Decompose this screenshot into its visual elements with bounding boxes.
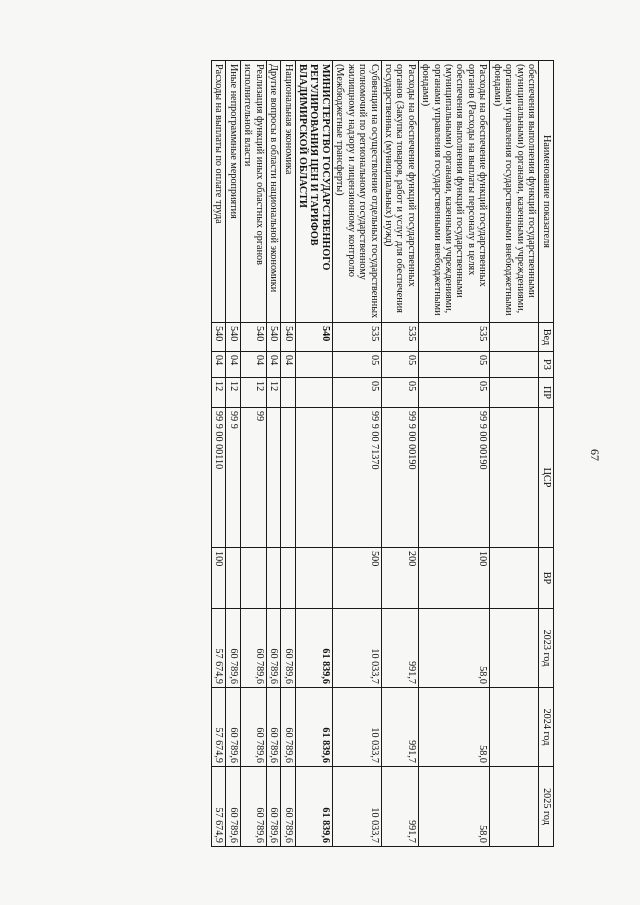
table-row bbox=[281, 61, 295, 847]
cell-rz: 04 bbox=[226, 352, 240, 378]
cell-vr bbox=[490, 548, 539, 609]
cell-ved: 535 bbox=[418, 323, 490, 352]
cell-rz: 04 bbox=[240, 352, 266, 378]
cell-rz: 04 bbox=[281, 352, 295, 378]
cell-name: Иные непрограммные мероприятия bbox=[226, 61, 240, 323]
cell-ved: 535 bbox=[381, 323, 418, 352]
header-vr: ВР bbox=[539, 548, 554, 609]
table-row bbox=[295, 61, 332, 847]
table-row bbox=[332, 61, 381, 847]
cell-rz bbox=[295, 352, 332, 378]
header-name: Наименование показателя bbox=[539, 61, 554, 323]
cell-y2025: 60 789,6 bbox=[226, 767, 240, 847]
cell-name: Национальная экономика bbox=[281, 61, 295, 323]
cell-name: Другие вопросы в области национальной экономики bbox=[266, 61, 280, 323]
cell-rz: 04 bbox=[266, 352, 280, 378]
cell-y2023: 60 789,6 bbox=[281, 609, 295, 688]
cell-y2024: 60 789,6 bbox=[266, 688, 280, 767]
cell-csr bbox=[295, 408, 332, 548]
cell-pr: 05 bbox=[332, 378, 381, 408]
table-row bbox=[212, 61, 226, 847]
cell-ved bbox=[490, 323, 539, 352]
cell-y2023: 10 033,7 bbox=[332, 609, 381, 688]
cell-ved: 540 bbox=[266, 323, 280, 352]
cell-csr: 99 9 00 00190 bbox=[381, 408, 418, 548]
header-rz: РЗ bbox=[539, 352, 554, 378]
cell-name: МИНИСТЕРСТВО ГОСУДАРСТВЕННОГО РЕГУЛИРОВАНИЯ ЦЕН И ТАРИФОВ ВЛАДИМИРСКОЙ ОБЛАСТИ bbox=[295, 61, 332, 323]
cell-csr: 99 9 00 00190 bbox=[418, 408, 490, 548]
cell-pr bbox=[295, 378, 332, 408]
cell-ved: 535 bbox=[332, 323, 381, 352]
cell-y2025: 58,0 bbox=[418, 767, 490, 847]
cell-y2024: 60 789,6 bbox=[240, 688, 266, 767]
table-row bbox=[418, 61, 490, 847]
cell-rz: 04 bbox=[212, 352, 226, 378]
cell-vr: 500 bbox=[332, 548, 381, 609]
cell-vr bbox=[240, 548, 266, 609]
cell-y2023: 61 839,6 bbox=[295, 609, 332, 688]
header-ved: Вед bbox=[539, 323, 554, 352]
cell-vr: 200 bbox=[381, 548, 418, 609]
cell-pr: 05 bbox=[418, 378, 490, 408]
table-header-row bbox=[539, 61, 554, 847]
cell-csr bbox=[281, 408, 295, 548]
cell-y2025: 991,7 bbox=[381, 767, 418, 847]
cell-ved: 540 bbox=[226, 323, 240, 352]
header-csr: ЦСР bbox=[539, 408, 554, 548]
cell-csr: 99 9 00 00110 bbox=[212, 408, 226, 548]
cell-pr: 12 bbox=[212, 378, 226, 408]
cell-rz bbox=[490, 352, 539, 378]
table-row bbox=[490, 61, 539, 847]
table-row bbox=[381, 61, 418, 847]
cell-y2025: 60 789,6 bbox=[240, 767, 266, 847]
cell-vr bbox=[295, 548, 332, 609]
cell-y2025: 60 789,6 bbox=[281, 767, 295, 847]
cell-pr: 05 bbox=[381, 378, 418, 408]
cell-rz: 05 bbox=[381, 352, 418, 378]
cell-y2025: 61 839,6 bbox=[295, 767, 332, 847]
cell-csr: 99 9 00 71370 bbox=[332, 408, 381, 548]
table-row bbox=[240, 61, 266, 847]
table-row bbox=[266, 61, 280, 847]
cell-y2025: 60 789,6 bbox=[266, 767, 280, 847]
cell-name: Расходы на обеспечение функций государственных органов (Закупка товаров, работ и услуг для обеспечения государственных (муниципальных) нужд) bbox=[381, 61, 418, 323]
cell-y2025: 57 674,9 bbox=[212, 767, 226, 847]
header-pr: ПР bbox=[539, 378, 554, 408]
cell-vr: 100 bbox=[418, 548, 490, 609]
cell-y2023: 991,7 bbox=[381, 609, 418, 688]
cell-ved: 540 bbox=[240, 323, 266, 352]
cell-y2024: 60 789,6 bbox=[226, 688, 240, 767]
cell-pr bbox=[490, 378, 539, 408]
cell-y2023: 60 789,6 bbox=[226, 609, 240, 688]
cell-vr bbox=[281, 548, 295, 609]
page-number: 67 bbox=[588, 449, 602, 461]
cell-y2024: 61 839,6 bbox=[295, 688, 332, 767]
cell-y2023: 60 789,6 bbox=[240, 609, 266, 688]
cell-pr: 12 bbox=[226, 378, 240, 408]
cell-name: Расходы на выплаты по оплате труда bbox=[212, 61, 226, 323]
cell-y2023: 60 789,6 bbox=[266, 609, 280, 688]
cell-y2024 bbox=[490, 688, 539, 767]
cell-ved: 540 bbox=[212, 323, 226, 352]
cell-vr bbox=[226, 548, 240, 609]
cell-rz: 05 bbox=[418, 352, 490, 378]
budget-table bbox=[211, 60, 554, 847]
cell-name: Реализация функций иных областных органов исполнительной власти bbox=[240, 61, 266, 323]
cell-y2024: 58,0 bbox=[418, 688, 490, 767]
header-2025: 2025 год bbox=[539, 767, 554, 847]
cell-y2024: 60 789,6 bbox=[281, 688, 295, 767]
cell-pr: 12 bbox=[266, 378, 280, 408]
cell-y2023: 58,0 bbox=[418, 609, 490, 688]
cell-y2025 bbox=[490, 767, 539, 847]
cell-csr: 99 9 bbox=[226, 408, 240, 548]
cell-pr: 12 bbox=[240, 378, 266, 408]
rotated-table-wrapper bbox=[26, 60, 554, 846]
cell-rz: 05 bbox=[332, 352, 381, 378]
cell-y2024: 991,7 bbox=[381, 688, 418, 767]
header-2024: 2024 год bbox=[539, 688, 554, 767]
cell-csr: 99 bbox=[240, 408, 266, 548]
cell-y2024: 57 674,9 bbox=[212, 688, 226, 767]
cell-y2025: 10 033,7 bbox=[332, 767, 381, 847]
cell-ved: 540 bbox=[295, 323, 332, 352]
cell-csr bbox=[490, 408, 539, 548]
cell-name: обеспечения выполнения функций государственными (муниципальными) органами, казенными учреждениями, органами управления государственными внебюджетными фондами) bbox=[490, 61, 539, 323]
cell-y2024: 10 033,7 bbox=[332, 688, 381, 767]
cell-csr bbox=[266, 408, 280, 548]
table-body bbox=[212, 61, 539, 847]
cell-ved: 540 bbox=[281, 323, 295, 352]
table-row bbox=[226, 61, 240, 847]
cell-y2023: 57 674,9 bbox=[212, 609, 226, 688]
cell-name: Субвенции на осуществление отдельных государственных полномочий по региональному государственному жилищному надзору и лицензионному контролю (Межбюджетные трансферты) bbox=[332, 61, 381, 323]
cell-name: Расходы на обеспечение функций государственных органов (Расходы на выплаты персоналу в целях обеспечения выполнения функций государственными (муниципальными) органами, казенными учреждениями, органами управления государственными внебюджетными фондами) bbox=[418, 61, 490, 323]
cell-y2023 bbox=[490, 609, 539, 688]
cell-vr bbox=[266, 548, 280, 609]
header-2023: 2023 год bbox=[539, 609, 554, 688]
cell-vr: 100 bbox=[212, 548, 226, 609]
cell-pr bbox=[281, 378, 295, 408]
